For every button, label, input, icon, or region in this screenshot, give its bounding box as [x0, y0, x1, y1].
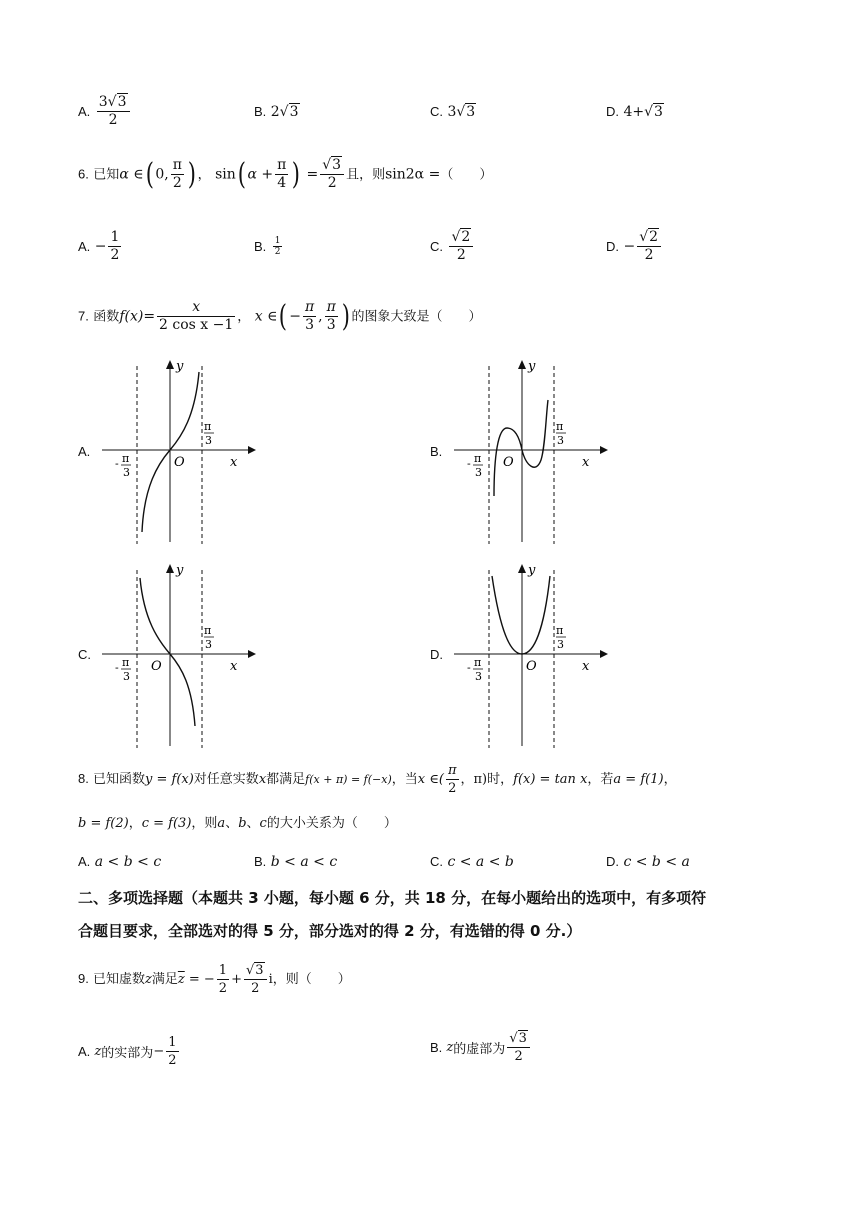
q5-option-a[interactable]: [78, 94, 132, 129]
q6-option-a[interactable]: A. − $\frac{1}{2}$: [78, 229, 120, 263]
q8-stem-line1: 8. 已知函数y = f(x)对任意实数x都满足f(x + π) = f(−x)，当x ∈( $\frac{\pi}{2}$ ，π)时，f(x) = tan x，若a = f(1)，: [78, 763, 677, 796]
tick-left-three: 3: [123, 670, 130, 683]
tick-left-three: 3: [123, 466, 130, 479]
tick-left-neg: -: [115, 661, 119, 674]
q7-stem: 7. 函数f(x)= $\frac{x}{\text{2 cos x −1}}$ ， x ∈( − $\frac{\pi}{3}$ , $\frac{\pi}{3}$ ) 的图象大致是（ ）: [78, 298, 482, 334]
tick-left-pi: π: [122, 452, 130, 465]
q9-option-b[interactable]: B. z的虚部为 $\frac{√3}{2}$: [430, 1030, 532, 1065]
graph-d[interactable]: [450, 560, 610, 750]
section2-heading-line1: 二、多项选择题（本题共 3 小题，每小题 6 分，共 18 分，在每小题给出的选项中，有多项符: [78, 889, 707, 907]
curve: [140, 578, 195, 726]
tick-left-pi: π: [474, 452, 482, 465]
tick-left-pi: π: [122, 656, 130, 669]
graph-b[interactable]: [450, 356, 610, 546]
y-label: y: [176, 563, 184, 578]
x-label: x: [230, 659, 238, 674]
x-label: x: [582, 455, 590, 470]
x-axis-arrow: [600, 650, 608, 658]
q8-option-a[interactable]: A. a < b < c: [78, 854, 162, 870]
origin-label: O: [503, 455, 514, 470]
q5-a-fraction: $\frac{3√3}{2}$: [97, 94, 130, 129]
graph-d-label[interactable]: D.: [430, 647, 443, 662]
y-label: y: [528, 359, 536, 374]
tick-right-pi: π: [556, 624, 564, 637]
q6-option-c[interactable]: C. $\frac{√2}{2}$: [430, 229, 475, 264]
x-axis-arrow: [600, 446, 608, 454]
tick-right-three: 3: [205, 434, 212, 447]
y-axis-arrow: [166, 564, 174, 573]
q5-option-b[interactable]: B. 2√3: [254, 104, 299, 120]
x-axis-arrow: [248, 650, 256, 658]
tick-right-three: 3: [557, 638, 564, 651]
curve: [492, 576, 550, 654]
curve: [494, 400, 548, 496]
graph-c[interactable]: [98, 560, 258, 750]
tick-left-three: 3: [475, 670, 482, 683]
y-axis-arrow: [518, 360, 526, 369]
tick-left-neg: -: [467, 457, 471, 470]
q8-stem-line2: b = f(2)，c = f(3)，则a、b、c的大小关系为（ ）: [78, 816, 397, 831]
q6-option-b[interactable]: B. $\frac{1}{2}$: [254, 236, 281, 257]
q8-option-b[interactable]: B. b < a < c: [254, 854, 338, 870]
q9-stem: 9. 已知虚数z满足$\overline{z}$ = − $\frac{1}{2}$ + $\frac{√3}{2}$ i，则（ ）: [78, 963, 351, 996]
x-axis-arrow: [248, 446, 256, 454]
origin-label: O: [174, 455, 185, 470]
origin-label: O: [526, 659, 537, 674]
y-axis-arrow: [518, 564, 526, 573]
tick-left-neg: -: [115, 457, 119, 470]
graph-a-label[interactable]: A.: [78, 444, 91, 459]
tick-left-three: 3: [475, 466, 482, 479]
y-axis-arrow: [166, 360, 174, 369]
q6-stem: 6. 已知α ∈( 0, $\frac{\pi}{2}$ ) ， sin( α + $\frac{\pi}{4}$ ) = $\frac{√3}{2}$ 且，则sin2α =（ ）: [78, 156, 493, 192]
x-label: x: [230, 455, 238, 470]
q5-option-d[interactable]: D. 4+√3: [606, 104, 663, 120]
tick-right-three: 3: [205, 638, 212, 651]
graph-a[interactable]: [98, 356, 258, 546]
option-label: A.: [78, 104, 91, 119]
tick-right-pi: π: [556, 420, 564, 433]
graph-b-label[interactable]: B.: [430, 444, 443, 459]
q9-option-a[interactable]: A. z的实部为− $\frac{1}{2}$: [78, 1035, 177, 1068]
x-label: x: [582, 659, 590, 674]
tick-right-pi: π: [204, 624, 212, 637]
y-label: y: [528, 563, 536, 578]
origin-label: O: [151, 659, 162, 674]
q8-option-d[interactable]: D. c < b < a: [606, 854, 690, 870]
tick-left-pi: π: [474, 656, 482, 669]
y-label: y: [176, 359, 184, 374]
graph-c-label[interactable]: C.: [78, 647, 91, 662]
tick-right-pi: π: [204, 420, 212, 433]
q6-option-d[interactable]: D. − $\frac{√2}{2}$: [606, 229, 663, 264]
tick-right-three: 3: [557, 434, 564, 447]
q8-option-c[interactable]: C. c < a < b: [430, 854, 514, 870]
tick-left-neg: -: [467, 661, 471, 674]
section2-heading-line2: 合题目要求，全部选对的得 5 分，部分选对的得 2 分，有选错的得 0 分.）: [78, 922, 582, 940]
q5-option-c[interactable]: C. 3√3: [430, 104, 476, 120]
